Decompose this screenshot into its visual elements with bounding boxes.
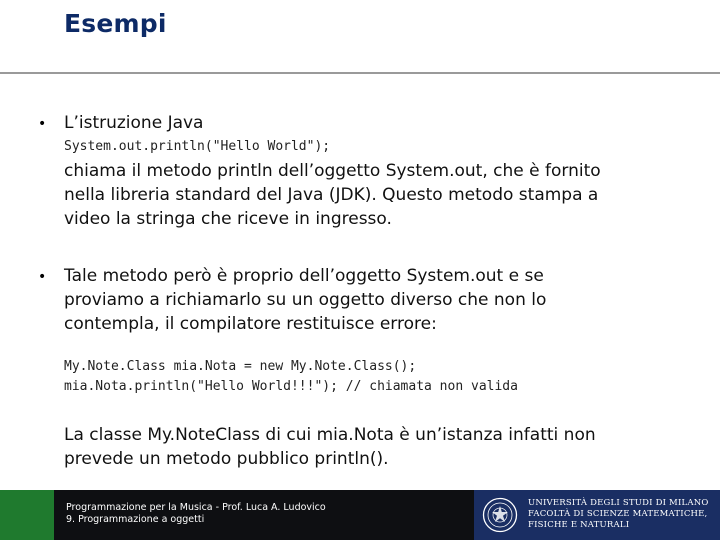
bullet-2-code-line-2: mia.Nota.println("Hello World!!!"); // chiamata non valida xyxy=(64,379,518,394)
bullet-1-line-2: nella libreria standard del Java (JDK). Questo metodo stampa a xyxy=(64,185,599,205)
bullet-2-line-3: contempla, il compilatore restituisce errore: xyxy=(64,314,437,334)
title-divider xyxy=(0,72,720,74)
faculty-line-2: FISICHE E NATURALI xyxy=(528,520,630,530)
bullet-2-after-line-1: La classe My.NoteClass di cui mia.Nota è un’istanza infatti non xyxy=(64,425,596,445)
bullet-1-code: System.out.println("Hello World"); xyxy=(64,139,331,154)
bullet-2-line-2: proviamo a richiamarlo su un oggetto diverso che non lo xyxy=(64,290,547,310)
bullet-2-code-line-1: My.Note.Class mia.Nota = new My.Note.Class(); xyxy=(64,359,417,374)
bullet-1-marker: • xyxy=(38,116,47,132)
bullet-1-line-3: video la stringa che riceve in ingresso. xyxy=(64,209,392,229)
footer-green-block xyxy=(0,490,54,540)
bullet-2-after-line-2: prevede un metodo pubblico println(). xyxy=(64,449,389,469)
university-name: UNIVERSITÀ DEGLI STUDI DI MILANO xyxy=(528,498,709,508)
bullet-2-line-1: Tale metodo però è proprio dell’oggetto System.out e se xyxy=(64,266,544,286)
footer-bar xyxy=(0,490,720,540)
footer-lesson: 9. Programmazione a oggetti xyxy=(66,514,205,525)
bullet-1-text: L’istruzione Java xyxy=(64,113,204,133)
slide-title: Esempi xyxy=(64,9,167,38)
faculty-line-1: FACOLTÀ DI SCIENZE MATEMATICHE, xyxy=(528,509,708,519)
footer-course: Programmazione per la Musica - Prof. Luca A. Ludovico xyxy=(66,502,326,513)
bullet-1-line-1: chiama il metodo println dell’oggetto System.out, che è fornito xyxy=(64,161,601,181)
bullet-2-marker: • xyxy=(38,269,47,285)
footer-dark-block xyxy=(54,490,474,540)
university-seal-icon xyxy=(482,497,518,533)
